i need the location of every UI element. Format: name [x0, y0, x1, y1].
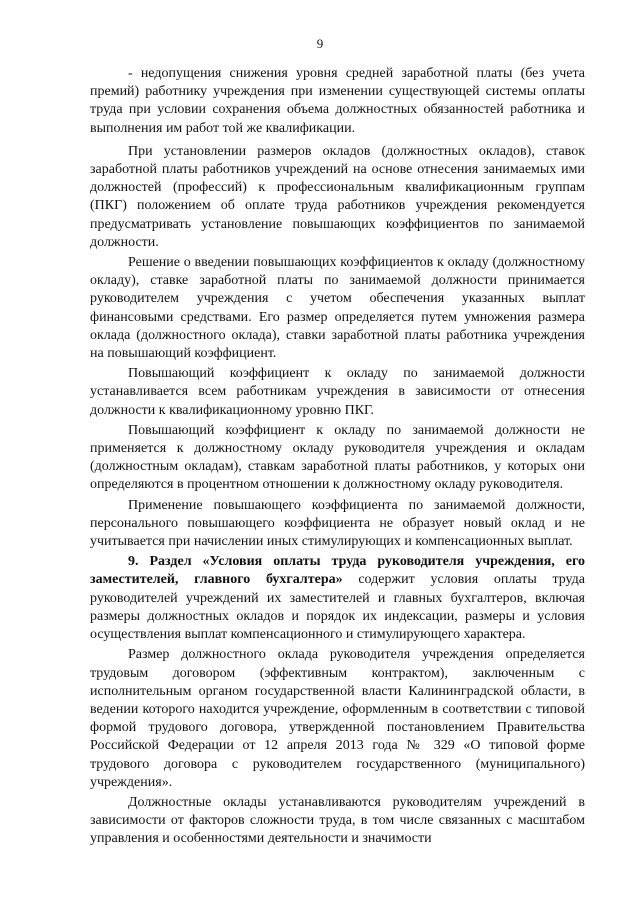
paragraph-3	[90, 254, 585, 363]
page-number: 9	[316, 36, 324, 51]
paragraph-4	[90, 365, 585, 420]
paragraph-1	[90, 65, 585, 138]
paragraph-text: Применение повышающего коэффициента по занимаемой должности, персонального повышающего коэффициента не образует новый оклад и не учитывается при начислении иных стимулирующих и компенсационных выплат.	[90, 497, 585, 550]
paragraph-text: Должностные оклады устанавливаются руководителям учреждений в зависимости от факторов сложности труда, в том числе связанных с масштабом управления и особенностями деятельности и значимости	[90, 794, 585, 847]
paragraph-5	[90, 422, 585, 495]
paragraph-text: Повышающий коэффициент к окладу по занимаемой должности не применяется к должностному окладу руководителя учреждения и окладам (должностным окладам), ставкам заработной платы работников, у которых они определяются в процентном отношении к должностному окладу руководителя.	[90, 422, 585, 493]
paragraph-text: Повышающий коэффициент к окладу по занимаемой должности устанавливается всем работникам учреждения в зависимости от отнесения должности к квалификационному уровню ПКГ.	[90, 366, 585, 418]
document-body	[90, 65, 585, 851]
section-9-paragraph	[90, 553, 585, 644]
section-heading: 9. Раздел «Условия оплаты труда руководителя учреждения, его заместителей, главного бухгалтера»	[90, 554, 585, 588]
paragraph-text: - недопущения снижения уровня средней заработной платы (без учета премий) работнику учреждения при изменении существующей системы оплаты труда при условии сохранения объема должностных обязанностей работника и выполнения им работ той же квалификации.	[90, 66, 585, 136]
paragraph-8	[90, 646, 585, 792]
paragraph-text: Решение о введении повышающих коэффициентов к окладу (должностному окладу), ставке заработной платы по занимаемой должности принимается руководителем учреждения с учетом обеспечения указанных выплат финансовыми средствами. Его размер определяется путем умножения размера оклада (должностного оклада), ставки заработной платы работника учреждения на повышающий коэффициент.	[90, 255, 585, 362]
paragraph-2	[90, 143, 585, 252]
paragraph-text: содержит условия оплаты труда руководителей учреждений их заместителей и главных бухгалтеров, включая размеры должностных окладов и порядок их индексации, размеры и условия осуществления выплат компенсационного и стимулирующего характера.	[90, 572, 585, 643]
paragraph-text: При установлении размеров окладов (должностных окладов), ставок заработной платы работников учреждений на основе отнесения занимаемых ими должностей (профессий) к профессиональным квалификационным группам (ПКГ) положением об оплате труда работников учреждения рекомендуется предусматривать установление повышающих коэффициентов по занимаемой должности.	[90, 143, 585, 250]
paragraph-9	[90, 794, 585, 849]
paragraph-text: Размер должностного оклада руководителя учреждения определяется трудовым договором (эффективным контрактом), заключенным с исполнительным органом государственной власти Калининградской области, в ведении которого находится учреждение, оформленным в соответствии с типовой формой трудового договора, утвержденной постановлением Правительства Российской Федерации от 12 апреля 2013 года № 329 «О типовой форме трудового договора с руководителем государственного (муниципального) учреждения».	[90, 647, 585, 790]
paragraph-6	[90, 497, 585, 552]
